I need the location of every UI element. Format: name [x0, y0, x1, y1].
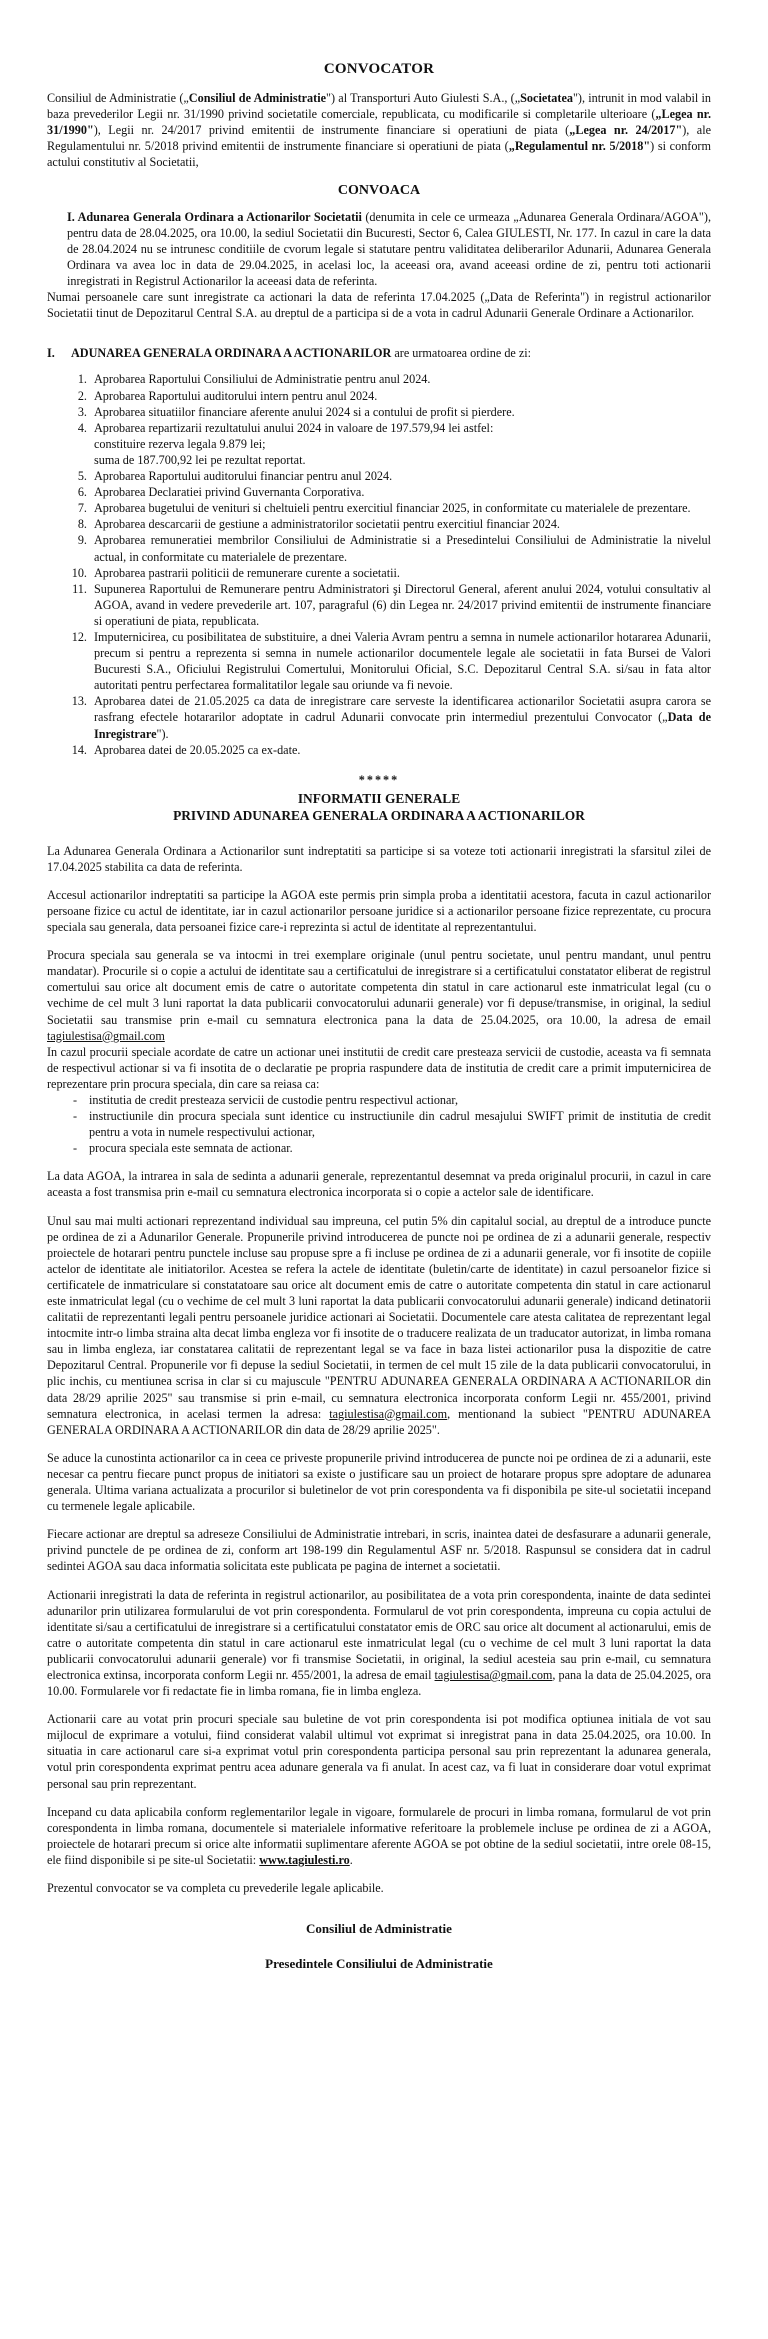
paragraph-questions: Fiecare actionar are dreptul sa adreseze Consiliului de Administratie intrebari, in scris, inaintea datei de desfasurare a adunarii generale, privind punctele de pe ordinea de zi, conform art 198-199 din Regulamentul ASF nr. 5/2018. Raspunsul se considera dat in cadrul sedintei AGOA sau daca informatia solicitata este publicata pe pagina de internet a societatii. — [47, 1527, 711, 1574]
agenda-item-text: Aprobarea datei de 21.05.2025 ca data de inregistrare care serveste la identificarea actionarilor Societatii asupra carora se rasfrang efectele hotararilor adoptate in cadrul Adunarii convocate prin intermediul prezentului Convocator („ — [94, 694, 711, 725]
intro-text-1: Consiliul de Administratie („ — [47, 90, 189, 105]
agenda-item: 5. Aprobarea Raportului auditorului financiar pentru anul 2024. — [90, 468, 711, 484]
convoaca-heading: CONVOACA — [337, 183, 421, 199]
agenda-item: 10. Aprobarea pastrarii politicii de remunerare curente a societatii. — [90, 565, 711, 581]
agenda-sub-line: suma de 187.700,92 lei pe rezultat reportat. — [94, 452, 306, 467]
intro-text-2: ") al Transporturi Auto Giulesti S.A., („ — [326, 90, 521, 105]
list-item: - institutia de credit presteaza servicii de custodie pentru respectivul actionar, — [71, 1092, 711, 1108]
custodian-declaration-list — [71, 1092, 711, 1156]
general-info-title-line2: PRIVIND ADUNAREA GENERALA ORDINARA A ACTIONARILOR — [173, 808, 585, 824]
agenda-heading-title: ADUNAREA GENERALA ORDINARA A ACTIONARILOR — [71, 346, 392, 361]
agenda-item: 6. Aprobarea Declaratiei privind Guvernanta Corporativa. — [90, 484, 711, 500]
agenda-item: 14. Aprobarea datei de 20.05.2025 ca ex-date. — [90, 742, 711, 758]
signature-board: Consiliul de Administratie — [306, 1921, 452, 1937]
general-info-title-line1: INFORMATII GENERALE — [297, 790, 461, 806]
email-link[interactable]: tagiulestisa@gmail.com — [434, 1667, 553, 1682]
correspondence-text: Actionarii inregistrati la data de referinta in registrul actionarilor, au posibilitatea de a vota prin corespondenta, inainte de data sedintei adunarilor prin utilizarea formularului de vot prin corespondenta. Formularul de vot prin corespondenta, impreuna cu copia actului de identitate si/sau a certificatului de inregistrare si a certificatului constatator emis de ORC sau orice alt document al actionarului, emis de catre o autoritate competenta din statul in care actionarul este inmatriculat legal (cu o vechime de cel mult 3 luni raportat la data publicarii convocatorului adunarii generale) vor fi transmise Societatii, in original, la sediul acesteia sau prin e-mail, cu semnatura electronica extinsa, incorporata conform Legii nr. 455/2001, la adresa de email — [47, 1587, 711, 1682]
paragraph-original-proxy: La data AGOA, la intrarea in sala de sedinta a adunarii generale, reprezentantul desemnat va preda originalul procurii, in cazul in care aceasta a fost transmisa prin e-mail cu semnatura electronica incorporata si o copie a actelor sale de identificare. — [47, 1169, 711, 1200]
list-item: - procura speciala este semnata de actionar. — [71, 1140, 711, 1156]
paragraph-custodian: In cazul procurii speciale acordate de catre un actionar unei institutii de credit care presteaza servicii de custodie, aceasta va fi semnata de respectivul actionar si va fi insotita de o declaratie pe propria raspundere data de institutia de credit care a primit imputernicirea de reprezentare prin procura speciala, din care sa reiasa ca: — [47, 1044, 711, 1091]
agenda-heading-suffix: are urmatoarea ordine de zi: — [391, 346, 532, 361]
documents-text: Incepand cu data aplicabila conform reglementarilor legale in vigoare, formularele de procuri in limba romana, formularul de vot prin corespondenta in limba romana, documentele si materialele informative referitoare la problemele incluse pe ordinea de zi a AGOA, proiectele de hotarari precum si orice alte informatii suplimentare aferente AGOA se pot obtine de la sediul societatii, intre orele 08-15, ele fiind disponibile si pe site-ul Societatii: — [47, 1804, 711, 1867]
proxy-text: Procura speciala sau generala se va intocmi in trei exemplare originale (unul pentru societate, unul pentru mandant, unul pentru mandatar). Procurile si o copie a actului de identitate sau a certificatului de inregistrare si a certificatului constatator eliberat de registrul comertului sau orice alt document emis de catre o autoritate competenta din statul in care actionarul este inmatriculat legal (cu o vechime de cel mult 3 luni raportat la data publicarii convocatorului adunarii generale) vor fi depuse/transmise, in original, la sediul Societatii sau transmise prin e-mail cu semnatura electronica pana la data de 25.04.2025, ora 10.00, la adresa de email — [47, 948, 711, 1027]
paragraph-proxy — [47, 947, 711, 1044]
section-separator: ***** — [358, 772, 400, 787]
document-title: CONVOCATOR — [323, 61, 435, 77]
paragraph-vote-change: Actionarii care au votat prin procuri speciale sau buletine de vot prin corespondenta isi pot modifica optiunea initiala de vot sau mijlocul de exprimare a votului, fiind considerat valabil ultimul vot exprimat si inregistrat pana in data 25.04.2025, ora 10.00. In situatia in care actionarul care si-a exprimat votul prin corespondenta participa personal sau prin reprezentant la adunarea generala, votul prin corespondenta exprimat pentru acea adunare generala va fi anulat. In acest caz, va fi luat in considerare doar votul exprimat personal sau prin reprezentant. — [47, 1712, 711, 1791]
section1-text: (denumita in cele ce urmeaza „Adunarea Generala Ordinara/AGOA"), pentru data de 28.04.2025, ora 10.00, la sediul Societatii din Bucuresti, Sector 6, Calea GIULESTI, Nr. 177. In cazul in care la data de 28.04.2024 nu se intrunesc conditiile de cvorum legale si statutare pentru validitatea deliberarilor Adunarii, Adunarea Generala Ordinara va avea loc in data de 29.04.2025, in acelasi loc, la aceeasi ora, avand aceeasi ordine de zi, pentru toti actionarii inregistrati in Registrul Actionarilor la aceeasi data de referinta. — [67, 209, 711, 289]
correspondence-text-end: , pana la data de 25.04.2025, ora 10.00. Formularele vor fi redactate fie in limba romana, fie in limba engleza. — [47, 1667, 711, 1699]
intro-text-4: ), Legii nr. 24/2017 privind emitentii de instrumente financiare si operatiuni de piata ( — [93, 122, 570, 137]
agenda-item: 1. Aprobarea Raportului Consiliului de Administratie pentru anul 2024. — [90, 371, 711, 387]
paragraph-completion: Prezentul convocator se va completa cu prevederile legale aplicabile. — [47, 1881, 384, 1896]
paragraph-eligibility: La Adunarea Generala Ordinara a Actionarilor sunt indreptatiti sa participe si sa voteze toti actionarii inregistrati la sfarsitul zilei de 17.04.2025 stabilita ca data de referinta. — [47, 843, 711, 874]
intro-bold-2: Societatea — [520, 90, 573, 105]
agenda-item — [90, 693, 711, 741]
agenda-item: 2. Aprobarea Raportului auditorului intern pentru anul 2024. — [90, 388, 711, 404]
agenda-heading — [47, 345, 711, 361]
intro-text-3: "), intrunit in mod valabil in baza prevederilor Legii nr. 31/1990 privind societatile comerciale, republicata, cu modificarile si completarile ulterioare ( — [47, 90, 711, 121]
documents-text-end: . — [349, 1852, 353, 1867]
agenda-list — [72, 371, 711, 757]
email-link[interactable]: tagiulestisa@gmail.com — [329, 1406, 448, 1421]
agenda-item: 7. Aprobarea bugetului de venituri si cheltuieli pentru exercitiul financiar 2025, in conformitate cu materialele de prezentare. — [90, 500, 711, 516]
signature-president: Presedintele Consiliului de Administratie — [265, 1956, 493, 1972]
website-link[interactable]: www.tagiulesti.ro — [259, 1852, 350, 1867]
agenda-item: 8. Aprobarea descarcarii de gestiune a administratorilor societatii pentru exercitiul financiar 2024. — [90, 516, 711, 532]
intro-bold-3: „Legea nr. 31/1990" — [47, 106, 711, 137]
proposals-text: Unul sau mai multi actionari reprezentand individual sau impreuna, cel putin 5% din capitalul social, au dreptul de a introduce puncte pe ordinea de zi a Adunarilor Generale. Propunerile privind introducerea de puncte noi pe ordinea de zi a adunarii generale, respectiv proiectele de hotarari pentru punctele incluse sau propuse spre a fi incluse pe ordinea de zi a adunarii generale, vor fi insotite de copiile actelor de identitate ale initiatorilor. Acestea se refera la actele de identitate (buletin/carte de identitate) in cazul persoanelor fizice si certificatele de inmatriculare si constatatoare sau orice alt document emis de catre o autoritate competenta din statul in care actionarul este inmatriculat legal (cu o vechime de cel mult 3 luni raportat la data publicarii convocatorului adunarii generale) indicand detinatorii calitatii de reprezentanti legali pentru persoanele juridice actionari ai Societatii. Documentele care atesta calitatea de reprezentant legal intocmite intr-o limba straina alta decat limba engleza vor fi insotite de o traducere realizata de un traducator autorizat, in limba romana sau in limba engleza, iar constatarea calitatii de reprezentant legal se va face in baza listei actionarilor pusa la dispozitie de catre Depozitarul Central. Propunerile vor fi depuse la sediul Societatii, in termen de cel mult 15 zile de la data publicarii convocatorului, in plic inchis, cu mentiunea scrisa in clar si cu majuscule "PENTRU ADUNAREA GENERALA ORDINARA A ACTIONARILOR din data 28/29 aprilie 2025" sau transmise si prin e-mail, cu semnatura electronica incorporata conform Legii nr. 455/2001, privind semnatura electronica, in acelasi termen la adresa: — [47, 1213, 711, 1421]
agenda-item: 11. Supunerea Raportului de Remunerare pentru Administratori şi Directorul General, aferent anului 2024, votului consultativ al AGOA, avand in vedere prevederile art. 107, paragraful (6) din Legea nr. 24/2017 privind emitentii de instrumente financiare si operatiuni de piata, republicata. — [90, 581, 711, 629]
agenda-item — [90, 420, 711, 468]
intro-text-6: ) si conform actului constitutiv al Societatii, — [47, 139, 711, 170]
email-link[interactable]: tagiulestisa@gmail.com — [47, 1028, 165, 1043]
agenda-item-end: "). — [156, 726, 169, 741]
paragraph-documents — [47, 1804, 711, 1868]
agenda-roman: I. — [47, 346, 55, 361]
agenda-item: 12. Imputernicirea, cu posibilitatea de substituire, a dnei Valeria Avram pentru a semna in numele actionarilor hotararea Adunarii, precum si pentru a reprezenta si semna in numele actionarilor documentele legale ale societatii in fata Bursei de Valori Bucuresti S.A., Oficiului Registrului Comertului, Monitorului Oficial, S.C. Depozitarul Central S.A. si/sau in fata altor autoritati pentru perfectarea formalitatilor legale sau oriunde va fi nevoie. — [90, 629, 711, 693]
general-info-heading — [47, 790, 711, 825]
section1-intro-paragraph — [47, 209, 711, 289]
agenda-item: 9. Aprobarea remuneratiei membrilor Consiliului de Administratie si a Presedintelui Consiliului de Administratie la nivelul actual, in conformitate cu materialele de prezentare. — [90, 532, 711, 564]
list-item: - instructiunile din procura speciala sunt identice cu instructiunile din cadrul mesajului SWIFT primit de institutia de credit pentru a vota in numele respectivului actionar, — [71, 1108, 711, 1140]
section1-label: I. Adunarea Generala Ordinara a Actionarilor Societatii — [67, 209, 362, 224]
intro-bold-4: „Legea nr. 24/2017" — [569, 122, 683, 137]
agenda-item-text: Aprobarea repartizarii rezultatului anului 2024 in valoare de 197.579,94 lei astfel: — [94, 420, 494, 435]
intro-bold-5: „Regulamentul nr. 5/2018" — [508, 139, 651, 154]
paragraph-agenda-proposals — [47, 1213, 711, 1438]
paragraph-correspondence-vote — [47, 1587, 711, 1700]
agenda-sub-line: constituire rezerva legala 9.879 lei; — [94, 436, 266, 451]
proposals-text-end: , mentionand la subiect "PENTRU ADUNAREA GENERALA ORDINARA A ACTIONARILOR din data de 28/29 aprilie 2025". — [47, 1406, 711, 1437]
reference-date-paragraph: Numai persoanele care sunt inregistrate ca actionari la data de referinta 17.04.2025 („Data de Referinta") in registrul actionarilor Societatii tinut de Depozitarul Central S.A. au dreptul de a participa si de a vota in cadrul Adunarii Generale Ordinare a Actionarilor. — [47, 290, 711, 321]
intro-paragraph — [47, 90, 711, 170]
agenda-item-bold: Data de Inregistrare — [94, 710, 711, 741]
paragraph-justification: Se aduce la cunostinta actionarilor ca in ceea ce priveste propunerile privind introducerea de puncte noi pe ordinea de zi a adunarii, este necesar ca pentru fiecare punct propus de initiatori sa existe o justificare sau un proiect de hotarare propus spre adoptare de adunarea generala. Ultima variana actualizata a procurilor si buletinelor de vot prin corespondenta va fi disponibila pe site-ul societatii incepand cu termenele legale aplicabile. — [47, 1450, 711, 1514]
intro-text-5: ), ale Regulamentului nr. 5/2018 privind emitentii de instrumente financiare si operatiuni de piata ( — [47, 122, 711, 154]
intro-bold-1: Consiliul de Administratie — [188, 90, 327, 105]
paragraph-access: Accesul actionarilor indreptatiti sa participe la AGOA este permis prin simpla proba a identitatii acestora, facuta in cazul actionarilor persoane fizice cu actul de identitate, iar in cazul actionarilor persoane juridice si a actionarilor persoane fizice reprezentate, cu procura speciala sau generala, data persoanei fizice care-i reprezinta si actul de identitate al reprezentantului. — [47, 887, 711, 935]
agenda-item: 3. Aprobarea situatiilor financiare aferente anului 2024 si a contului de profit si pierdere. — [90, 404, 711, 420]
